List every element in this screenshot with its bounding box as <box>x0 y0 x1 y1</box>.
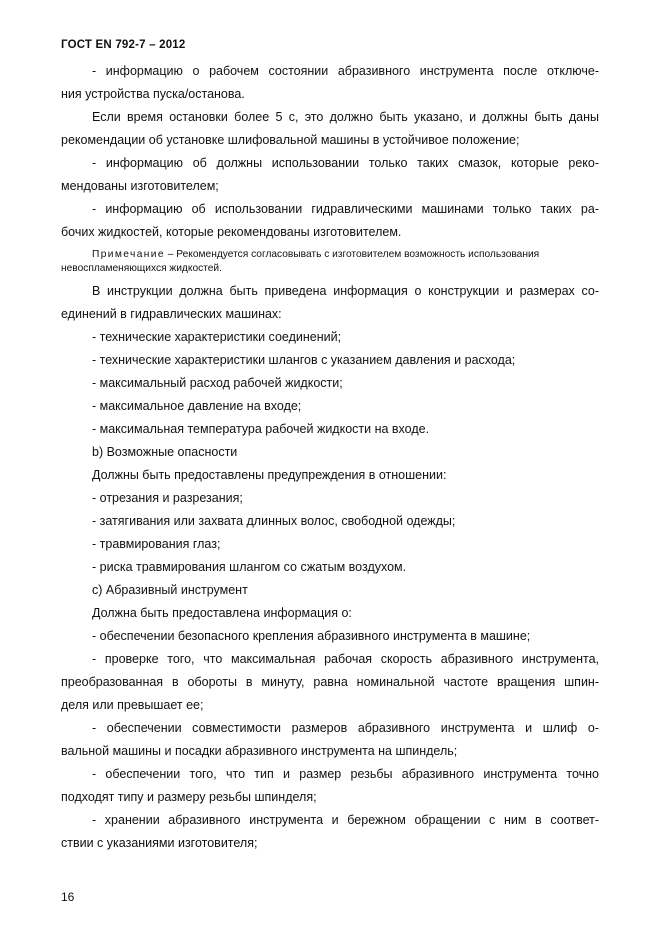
text-line: В инструкции должна быть приведена информация о конструкции и размерах со- <box>92 284 599 298</box>
list-item: - максимальная температура рабочей жидкости на входе. <box>92 422 430 436</box>
text-line: мендованы изготовителем; <box>61 179 219 193</box>
list-item: - обеспечении того, что тип и размер резьбы абразивного инструмента точно <box>92 767 599 781</box>
text-line: Должна быть предоставлена информация о: <box>92 606 352 620</box>
list-item: - технические характеристики шлангов с указанием давления и расхода; <box>92 353 516 367</box>
list-item: - отрезания и разрезания; <box>92 491 243 505</box>
text-line: - информацию об должны использовании только таких смазок, которые реко- <box>92 156 599 170</box>
note-label: Примечание <box>92 249 165 260</box>
document-body <box>61 60 599 855</box>
text-line: вальной машины и посадки абразивного инструмента на шпиндель; <box>61 744 458 758</box>
text-line: - информацию о рабочем состоянии абразивного инструмента после отключе- <box>92 64 599 78</box>
note-line <box>61 248 599 262</box>
text-line: бочих жидкостей, которые рекомендованы изготовителем. <box>61 225 402 239</box>
note-line: невоспламеняющихся жидкостей. <box>61 263 222 274</box>
document-code-header: ГОСТ EN 792-7 – 2012 <box>61 39 186 51</box>
list-item: - травмирования глаз; <box>92 537 221 551</box>
text-line: подходят типу и размеру резьбы шпинделя; <box>61 790 317 804</box>
text-line: преобразованная в обороты в минуту, равна номинальной частоте вращения шпин- <box>61 675 599 689</box>
text-line: ствии с указаниями изготовителя; <box>61 836 258 850</box>
section-heading: с) Абразивный инструмент <box>92 583 248 597</box>
text-line: Должны быть предоставлены предупреждения в отношении: <box>92 468 447 482</box>
list-item: - максимальное давление на входе; <box>92 399 302 413</box>
list-item: - технические характеристики соединений; <box>92 330 342 344</box>
list-item: - обеспечении безопасного крепления абразивного инструмента в машине; <box>92 629 531 643</box>
list-item: - обеспечении совместимости размеров абразивного инструмента и шлиф о- <box>92 721 599 735</box>
text-line: деля или превышает ее; <box>61 698 204 712</box>
text-line: - информацию об использовании гидравлическими машинами только таких ра- <box>92 202 599 216</box>
list-item: - хранении абразивного инструмента и бережном обращении с ним в соответ- <box>92 813 599 827</box>
section-heading: b) Возможные опасности <box>92 445 238 459</box>
text-line: единений в гидравлических машинах: <box>61 307 282 321</box>
text-line: Если время остановки более 5 с, это должно быть указано, и должны быть даны <box>92 110 599 124</box>
text-line: рекомендации об установке шлифовальной машины в устойчивое положение; <box>61 133 520 147</box>
list-item: - риска травмирования шлангом со сжатым воздухом. <box>92 560 407 574</box>
list-item: - затягивания или захвата длинных волос, свободной одежды; <box>92 514 456 528</box>
text-line: ния устройства пуска/останова. <box>61 87 245 101</box>
list-item: - максимальный расход рабочей жидкости; <box>92 376 343 390</box>
list-item: - проверке того, что максимальная рабочая скорость абразивного инструмента, <box>92 652 599 666</box>
note-text: – Рекомендуется согласовывать с изготовителем возможность использования <box>164 249 540 260</box>
page-number: 16 <box>61 890 75 904</box>
